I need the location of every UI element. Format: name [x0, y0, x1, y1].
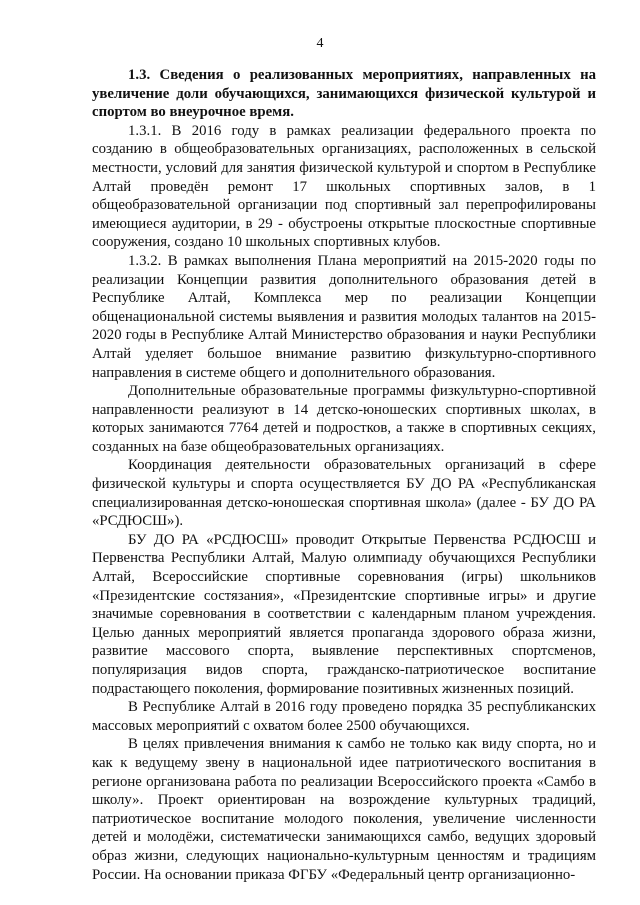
- paragraph-mass-events: В Республике Алтай в 2016 году проведено порядка 35 республиканских массовых мероприятий с охватом более 2500 обучающихся.: [92, 699, 596, 734]
- section-heading: 1.3. Сведения о реализованных мероприятиях, направленных на увеличение доли обучающихся, занимающихся физической культурой и спортом во внеурочное время.: [92, 67, 596, 121]
- paragraph-1-3-2: 1.3.2. В рамках выполнения Плана мероприятий на 2015-2020 годы по реализации Концепции развития дополнительного образования детей в Республике Алтай, Комплекса мер по реализации Концепции общенациональной системы выявления и развития молодых талантов на 2015-2020 годы в Республике Алтай Министерство образования и науки Республики Алтай уделяет большое внимание развитию физкультурно-спортивного направления в системе общего и дополнительного образования.: [92, 252, 596, 381]
- paragraph-coordination: Координация деятельности образовательных организаций в сфере физической культуры и спорта осуществляется БУ ДО РА «Республиканская специализированная детско-юношеская спортивная школа» (далее - БУ ДО РА «РСДЮСШ»).: [92, 457, 596, 530]
- page-content: [92, 66, 596, 884]
- page-number: 4: [316, 36, 324, 51]
- paragraph-rsdyussh-events: БУ ДО РА «РСДЮСШ» проводит Открытые Первенства РСДЮСШ и Первенства Республики Алтай, Малую олимпиаду обучающихся Республики Алтай, Всероссийские спортивные соревнования (игры) школьников «Президентские состязания», «Президентские спортивные игры» и другие значимые соревнования в соответствии с календарным планом учреждения. Целью данных мероприятий является пропаганда здорового образа жизни, развитие массового спорта, выявление перспективных спортсменов, популяризация видов спорта, гражданско-патриотическое воспитание подрастающего поколения, формирование позитивных жизненных позиций.: [92, 531, 596, 697]
- paragraph-1-3-1: 1.3.1. В 2016 году в рамках реализации федерального проекта по созданию в общеобразовательных организациях, расположенных в сельской местности, условий для занятия физической культурой и спортом в Республике Алтай проведён ремонт 17 школьных спортивных залов, в 1 общеобразовательной организации под спортивный зал перепрофилированы имеющиеся аудитории, в 29 - обустроены открытые плоскостные спортивные сооружения, создано 10 школьных спортивных клубов.: [92, 122, 596, 251]
- paragraph-sambo-project: В целях привлечения внимания к самбо не только как виду спорта, но и как к ведущему звену в национальной идее патриотического воспитания в регионе организована работа по реализации Всероссийского проекта «Самбо в школу». Проект ориентирован на возрождение культурных традиций, патриотическое воспитание молодого поколения, увеличение численности детей и молодёжи, систематически занимающихся самбо, ведущих здоровый образ жизни, следующих национально-культурным ценностям и традициям России. На основании приказа ФГБУ «Федеральный центр организационно-: [92, 736, 596, 883]
- paragraph-additional-programs: Дополнительные образовательные программы физкультурно-спортивной направленности реализуют в 14 детско-юношеских спортивных школах, в которых занимаются 7764 детей и подростков, а также в спортивных секциях, созданных на базе общеобразовательных организациях.: [92, 383, 596, 455]
